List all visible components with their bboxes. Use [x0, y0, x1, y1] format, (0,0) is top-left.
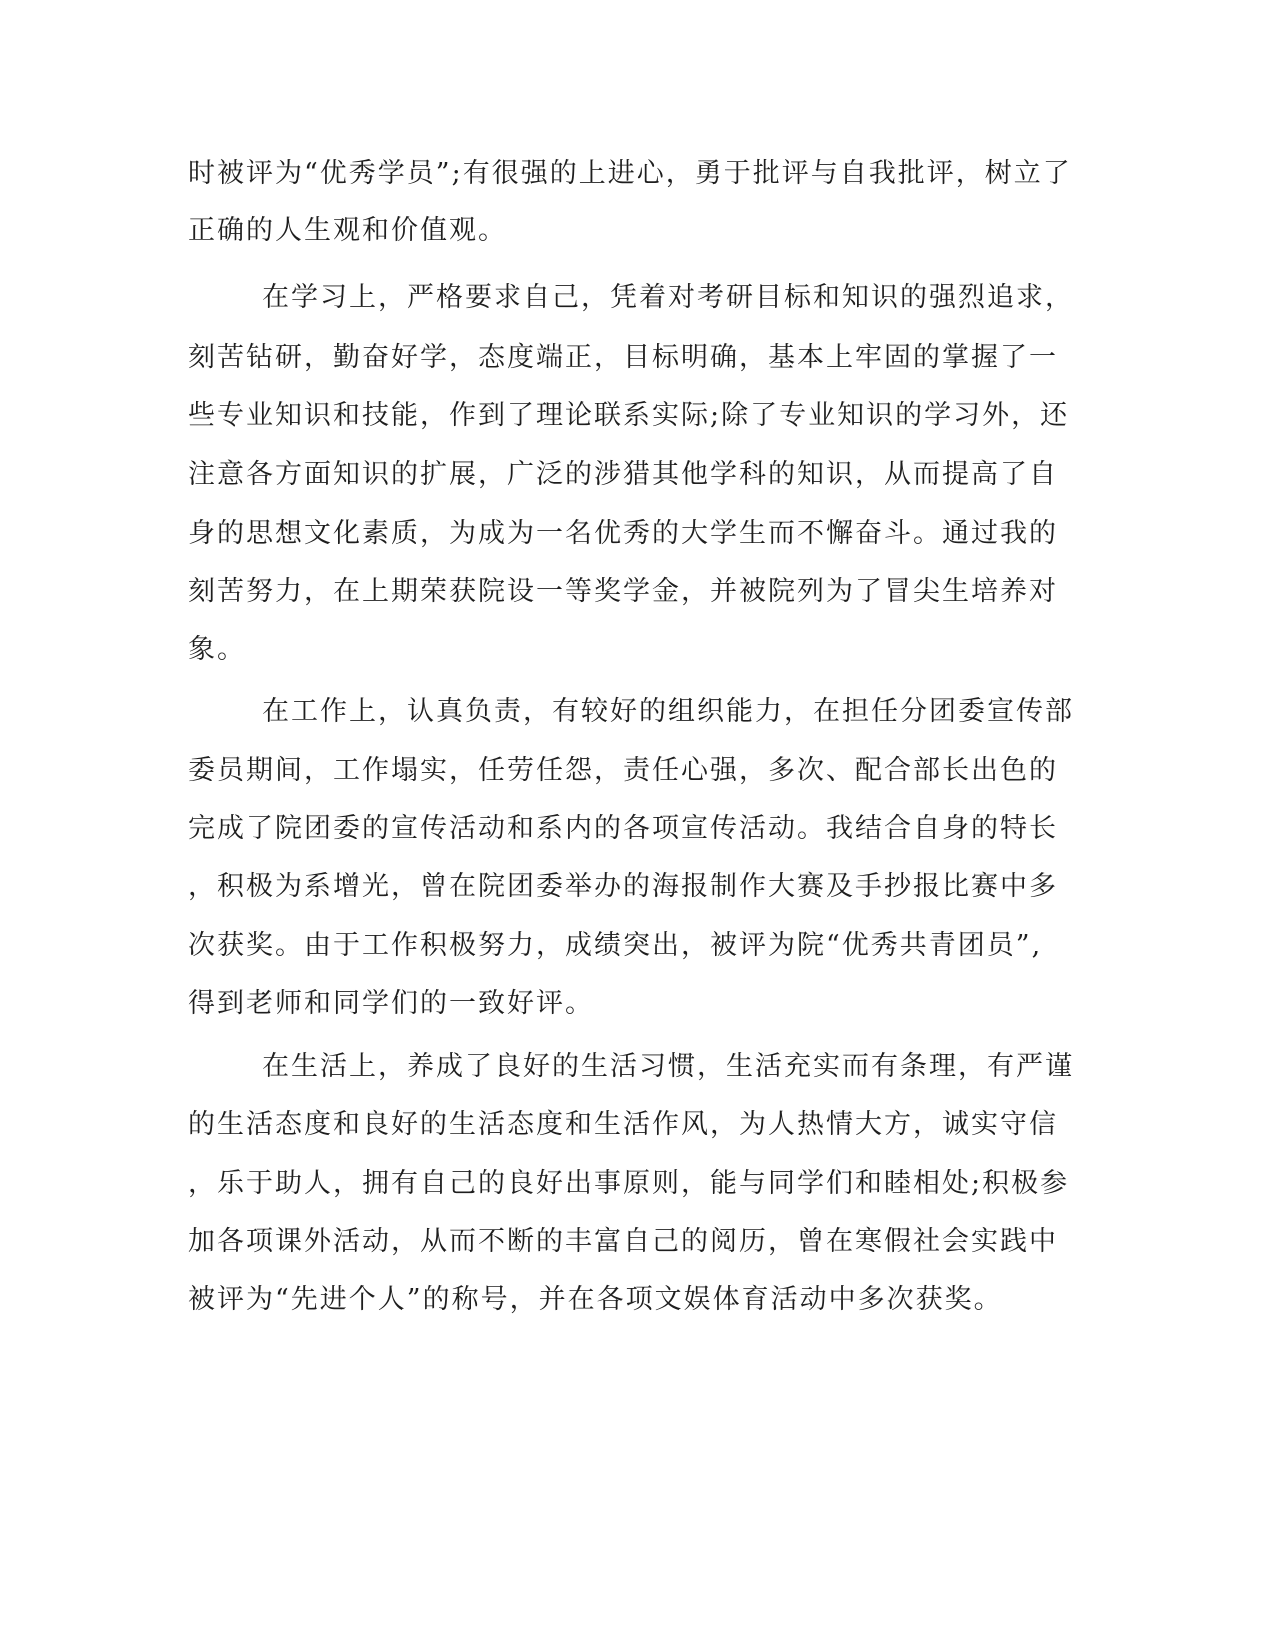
text-line: 被评为“先进个人”的称号，并在各项文娱体育活动中多次获奖。 [188, 1284, 1003, 1315]
text-line: ，积极为系增光，曾在院团委举办的海报制作大赛及手抄报比赛中多 [188, 871, 1058, 902]
text-line: 时被评为“优秀学员”;有很强的上进心，勇于批评与自我批评，树立了 [188, 158, 1072, 189]
text-line: 的生活态度和良好的生活态度和生活作风，为人热情大方，诚实守信 [188, 1109, 1058, 1140]
text-line: 得到老师和同学们的一致好评。 [188, 988, 594, 1019]
text-line: 刻苦努力，在上期荣获院设一等奖学金，并被院列为了冒尖生培养对 [188, 576, 1058, 607]
text-line: 注意各方面知识的扩展，广泛的涉猎其他学科的知识，从而提高了自 [188, 459, 1058, 490]
text-line: ，乐于助人，拥有自己的良好出事原则，能与同学们和睦相处;积极参 [188, 1168, 1070, 1199]
paragraph-start-line: 在学习上，严格要求自己，凭着对考研目标和知识的强烈追求， [262, 282, 1074, 313]
text-line: 正确的人生观和价值观。 [188, 215, 507, 246]
text-line: 委员期间，工作塌实，任劳任怨，责任心强，多次、配合部长出色的 [188, 755, 1058, 786]
text-line: 刻苦钻研，勤奋好学，态度端正，目标明确，基本上牢固的掌握了一 [188, 342, 1058, 373]
text-line: 象。 [188, 634, 246, 665]
text-line: 次获奖。由于工作积极努力，成绩突出，被评为院“优秀共青团员”, [188, 930, 1043, 961]
text-line: 身的思想文化素质，为成为一名优秀的大学生而不懈奋斗。通过我的 [188, 518, 1058, 549]
text-line: 些专业知识和技能，作到了理论联系实际;除了专业知识的学习外，还 [188, 400, 1070, 431]
text-line: 加各项课外活动，从而不断的丰富自己的阅历，曾在寒假社会实践中 [188, 1226, 1058, 1257]
paragraph-start-line: 在生活上，养成了良好的生活习惯，生活充实而有条理，有严谨 [262, 1051, 1074, 1082]
text-line: 完成了院团委的宣传活动和系内的各项宣传活动。我结合自身的特长 [188, 813, 1058, 844]
paragraph-start-line: 在工作上，认真负责，有较好的组织能力，在担任分团委宣传部 [262, 696, 1074, 727]
